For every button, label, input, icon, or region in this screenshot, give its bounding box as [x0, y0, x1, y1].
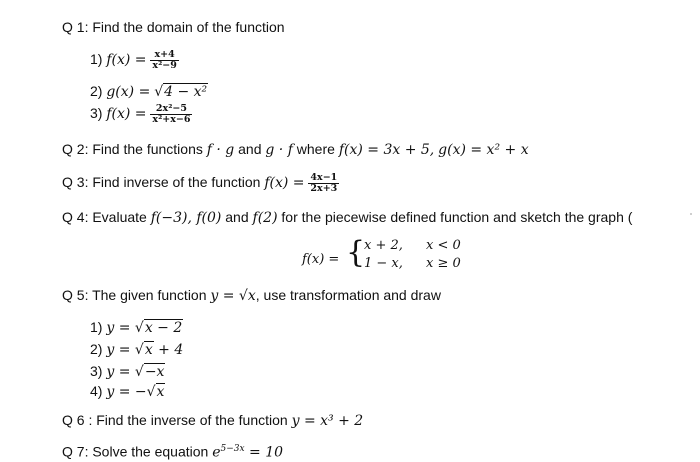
q5-item-3: 3) y = √−x [90, 363, 165, 380]
question-3 [62, 173, 339, 194]
item-number: 3) [90, 105, 103, 122]
piecewise-lhs: f(x) = [302, 252, 340, 267]
radicand: −x [144, 364, 165, 380]
denominator: x²−9 [152, 60, 177, 71]
piece-2-condition: x ≥ 0 [426, 256, 461, 271]
q5-item-4: 4) y = −√x [90, 383, 165, 400]
radicand: x [156, 384, 165, 400]
question-4-rest: for the piecewise defined function and sketch the graph ( [281, 209, 633, 225]
item-number: 2) [90, 341, 103, 357]
item-number: 1) [90, 51, 103, 68]
piecewise-brace: { [346, 235, 366, 270]
function-lhs: f(x) = [264, 175, 305, 192]
question-2 [62, 140, 529, 159]
item-prefix: y = [106, 342, 135, 358]
question-7-text: Q 7: Solve the equation [62, 443, 209, 460]
fraction [308, 173, 339, 194]
item-number: 2) [90, 83, 103, 99]
question-5-rest: , use transformation and draw [255, 287, 441, 303]
question-3-text: Q 3: Find inverse of the function [62, 174, 261, 191]
q5-item-2: 2) y = √x + 4 [90, 341, 184, 358]
q1-item-2: 2) g(x) = √4 − x² [90, 83, 208, 100]
function-expression: y = x³ + 2 [291, 413, 364, 429]
radicand: 4 − x² [164, 84, 208, 100]
q5-item-1: 1) y = √x − 2 [90, 319, 183, 336]
denominator: x²+x−6 [152, 114, 191, 125]
composition-gf: g · f [265, 142, 293, 158]
item-number: 4) [90, 383, 103, 399]
piece-2-expr: 1 − x, [364, 256, 403, 271]
piece-1-expr: x + 2, [364, 238, 403, 253]
function-lhs: g(x) = [106, 84, 151, 100]
item-prefix: y = [106, 364, 135, 380]
composition-fg: f · g [206, 142, 235, 158]
question-4 [62, 208, 632, 227]
question-1-text: Q 1: Find the domain of the function [62, 19, 285, 35]
q1-item-3 [90, 104, 192, 125]
fraction [150, 104, 192, 125]
item-number: 1) [90, 319, 103, 335]
q1-item-1 [90, 50, 179, 71]
exponent: 5−3x [220, 444, 245, 454]
f-definition: f(x) = 3x + 5, [338, 142, 435, 158]
fraction [150, 50, 178, 71]
question-4-text: Q 4: Evaluate [62, 209, 147, 225]
item-number: 3) [90, 363, 103, 379]
numerator: x+4 [150, 50, 178, 61]
numerator: 2x²−5 [150, 104, 192, 115]
function-lhs: f(x) = [106, 52, 147, 69]
question-5-text: Q 5: The given function [62, 287, 207, 303]
item-prefix: y = [106, 320, 135, 336]
evaluation-last: f(2) [252, 210, 278, 226]
question-1 [62, 18, 285, 36]
g-definition: g(x) = x² + x [438, 142, 529, 158]
question-2-text: Q 2: Find the functions [62, 141, 203, 157]
exponential-base: e [212, 444, 221, 461]
item-prefix: y = − [106, 384, 147, 400]
function-lhs: f(x) = [106, 106, 147, 123]
piece-1-condition: x < 0 [426, 238, 461, 253]
question-6 [62, 411, 363, 430]
numerator: 4x−1 [310, 172, 338, 183]
question-5 [62, 286, 441, 305]
evaluations: f(−3), f(0) [150, 210, 222, 226]
radicand: x [144, 342, 153, 358]
radicand: x − 2 [144, 320, 183, 336]
base-function: y = √x [210, 288, 256, 304]
connector-text: where [296, 141, 335, 157]
item-suffix: + 4 [153, 342, 184, 358]
connector-text: and [225, 209, 249, 225]
question-7 [62, 440, 283, 462]
question-6-text: Q 6 : Find the inverse of the function [62, 412, 288, 428]
equation-rhs: = 10 [244, 444, 284, 461]
scan-speck [690, 213, 692, 215]
connector-text: and [238, 141, 262, 157]
denominator: 2x+3 [310, 183, 338, 194]
